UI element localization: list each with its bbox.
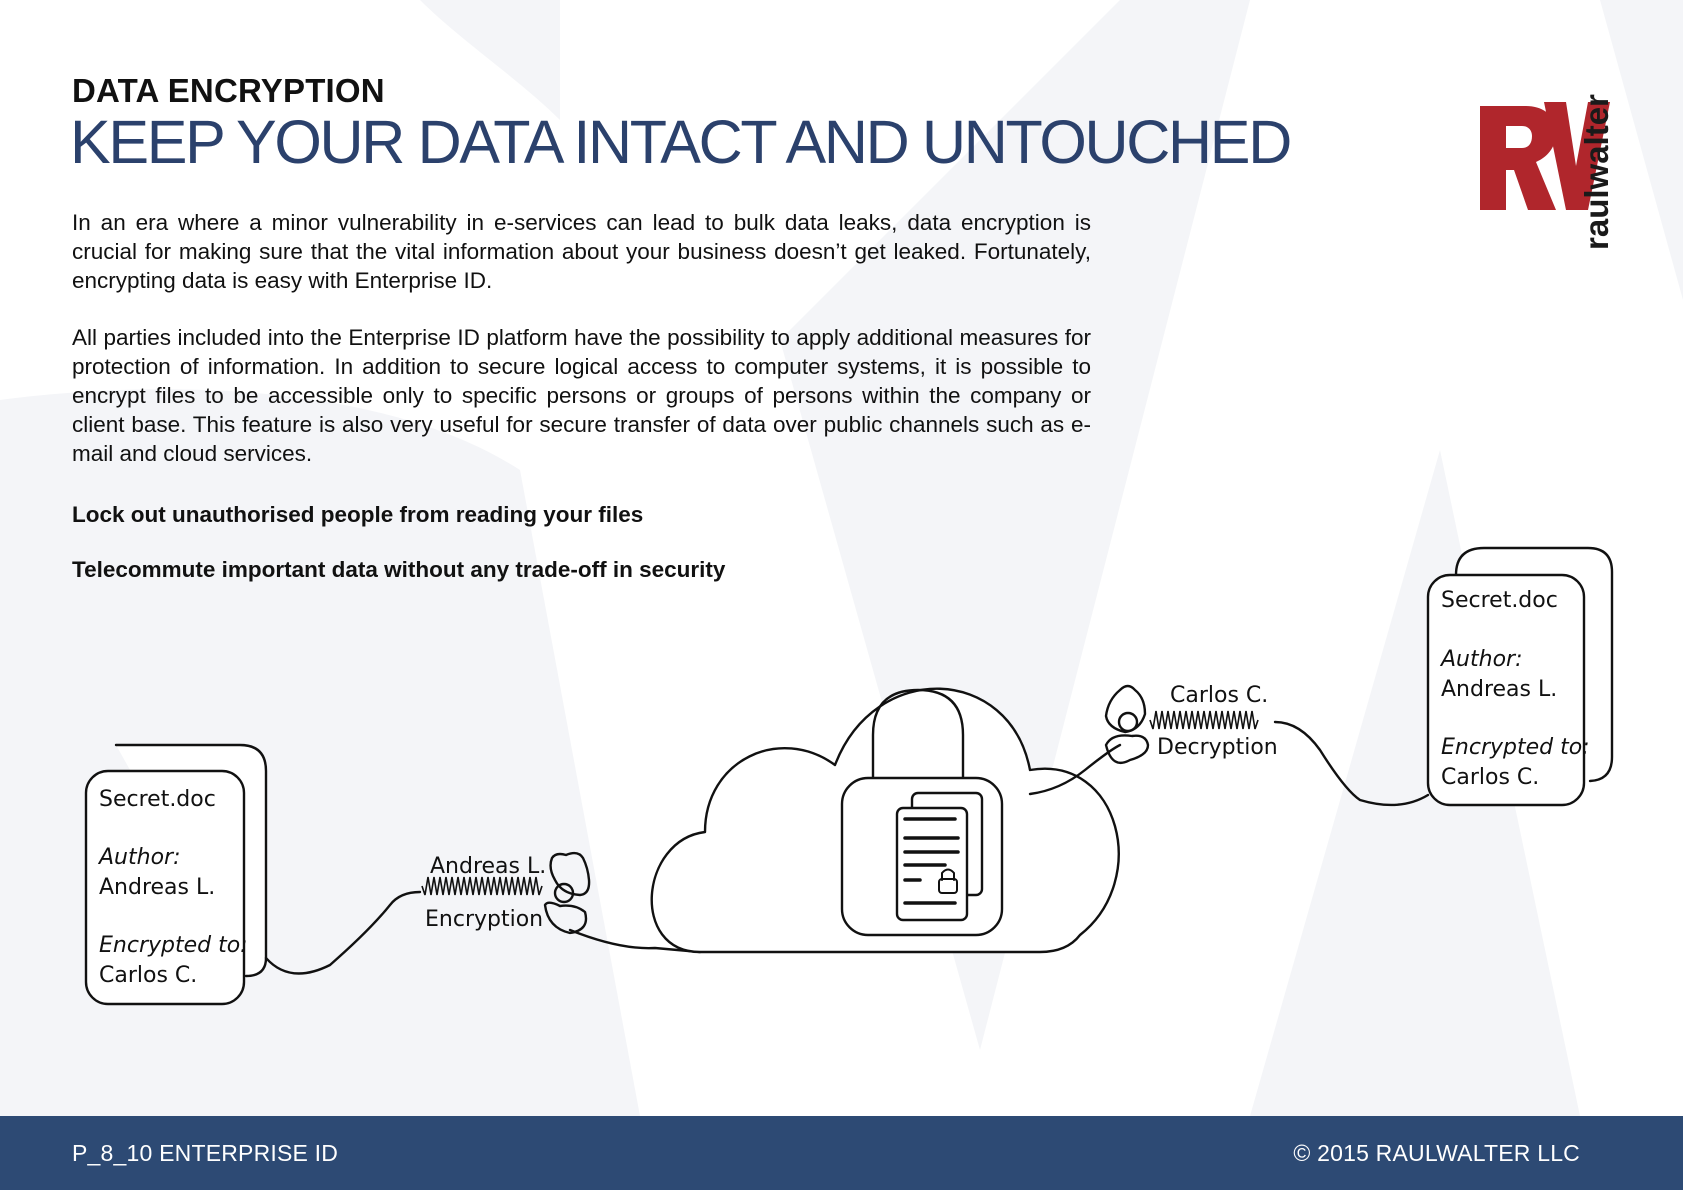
right-doc-author-label: Author: [1441, 647, 1523, 672]
left-key-action: Encryption [425, 907, 544, 932]
logo-wordmark: raulwalter [1578, 94, 1615, 250]
footer-bar [0, 1116, 1683, 1190]
feature-telecommute: Telecommute important data without any trade-off in security [72, 557, 726, 582]
footer-page-label: P_8_10 ENTERPRISE ID [72, 1140, 339, 1166]
left-key-name: Andreas L. [430, 854, 547, 879]
section-eyebrow: DATA ENCRYPTION [72, 72, 385, 109]
footer-copyright: © 2015 RAULWALTER LLC [1293, 1140, 1580, 1166]
left-doc-author: Andreas L. [99, 875, 216, 900]
left-cable [266, 892, 420, 974]
key-hole-right [1119, 713, 1137, 731]
left-doc-encrypted-label: Encrypted to: [99, 933, 248, 958]
right-doc-recipient: Carlos C. [1441, 765, 1540, 790]
key-icon-left [545, 853, 589, 933]
right-doc-filename: Secret.doc [1441, 588, 1558, 613]
right-key-action: Decryption [1157, 735, 1278, 760]
intro-paragraph: In an era where a minor vulnerability in e-services can lead to bulk data leaks, data encryption is crucial for making sure that the vital information about your business doesn’t get leaked. Fortunately, encrypting data is easy with Enterprise ID. [72, 210, 1091, 293]
details-paragraph: All parties included into the Enterprise ID platform have the possibility to apply additional measures for protection of information. In addition to secure logical access to computer systems, it is possible to encrypt files to be accessible only to specific persons or groups of persons within the company or client base. This feature is also very useful for secure transfer of data over public channels such as e-mail and cloud services. [72, 325, 1091, 466]
left-doc-filename: Secret.doc [99, 787, 216, 812]
left-doc-recipient: Carlos C. [99, 963, 198, 988]
key-icon-right [1106, 686, 1148, 763]
right-cable [1275, 722, 1428, 805]
spring-left [422, 877, 542, 895]
spring-right [1150, 711, 1258, 729]
page-title: KEEP YOUR DATA INTACT AND UNTOUCHED [70, 108, 1290, 176]
right-doc-author: Andreas L. [1441, 677, 1558, 702]
right-key-name: Carlos C. [1170, 683, 1269, 708]
feature-lockout: Lock out unauthorised people from reading your files [72, 502, 644, 527]
left-doc-author-label: Author: [99, 845, 181, 870]
right-doc-encrypted-label: Encrypted to: [1441, 735, 1590, 760]
